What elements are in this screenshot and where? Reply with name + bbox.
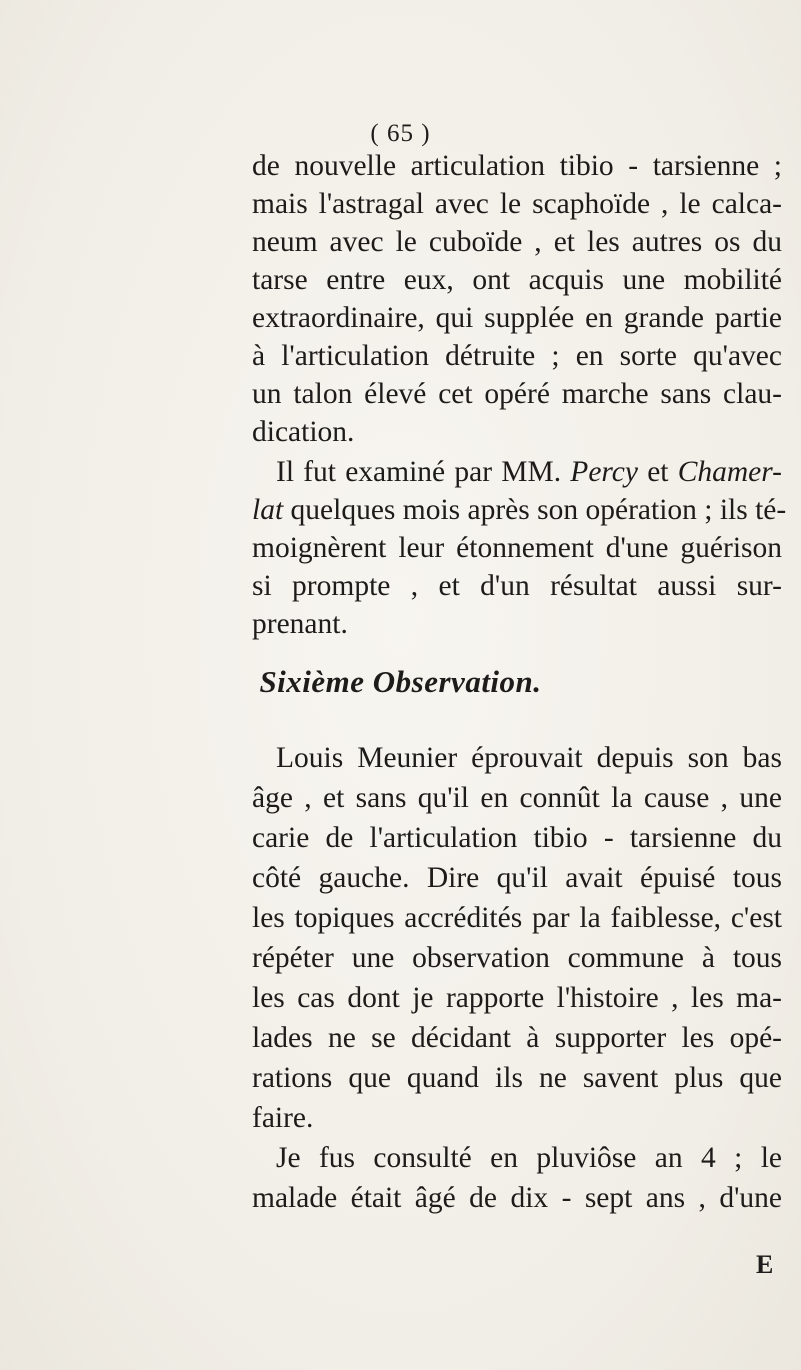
text-line: prenant. — [252, 608, 348, 640]
text-line: tarse entre eux, ont acquis une mobilité — [252, 264, 782, 296]
text-line: les cas dont je rapporte l'histoire , les ma- — [252, 982, 782, 1014]
text-line: rations que quand ils ne savent plus que — [252, 1062, 782, 1094]
text-line — [252, 492, 787, 528]
text-line: côté gauche. Dire qu'il avait épuisé tous — [252, 862, 782, 894]
text-line: si prompte , et d'un résultat aussi sur- — [252, 570, 782, 602]
text-line: lades ne se décidant à supporter les opé- — [252, 1022, 782, 1054]
text-line: âge , et sans qu'il en connût la cause , une — [252, 782, 782, 814]
text-line: mais l'astragal avec le scaphoïde , le calca- — [252, 188, 782, 220]
signature-mark: E — [756, 1250, 774, 1279]
text-span: Il fut examiné par MM. — [276, 456, 571, 488]
person-name: Percy — [570, 456, 638, 488]
text-line: faire. — [252, 1102, 314, 1134]
section-heading: Sixième Observation. — [259, 664, 542, 699]
text-line: neum avec le cuboïde , et les autres os du — [252, 226, 782, 258]
text-line: à l'articulation détruite ; en sorte qu'avec — [252, 340, 782, 372]
page-number: ( 65 ) — [370, 120, 431, 147]
text-line — [276, 454, 782, 490]
text-line: un talon élevé cet opéré marche sans clau- — [252, 378, 782, 410]
text-span: quelques mois après son opération ; ils té- — [283, 494, 787, 526]
text-line: moignèrent leur étonnement d'une guérison — [252, 532, 782, 564]
text-span: et — [637, 456, 678, 488]
text-line: Je fus consulté en pluviôse an 4 ; le — [276, 1142, 782, 1174]
text-line: dication. — [252, 416, 355, 448]
person-name: Chamer- — [677, 456, 782, 488]
text-line: carie de l'articulation tibio - tarsienne du — [252, 822, 782, 854]
text-line: malade était âgé de dix - sept ans , d'une — [252, 1182, 782, 1214]
person-name: lat — [252, 494, 284, 526]
text-line: Louis Meunier éprouvait depuis son bas — [276, 742, 782, 774]
text-line: répéter une observation commune à tous — [252, 942, 782, 974]
text-line: les topiques accrédités par la faiblesse, c'est — [252, 902, 782, 934]
text-line: extraordinaire, qui supplée en grande partie — [252, 302, 782, 334]
text-line: de nouvelle articulation tibio - tarsienne ; — [252, 150, 782, 182]
